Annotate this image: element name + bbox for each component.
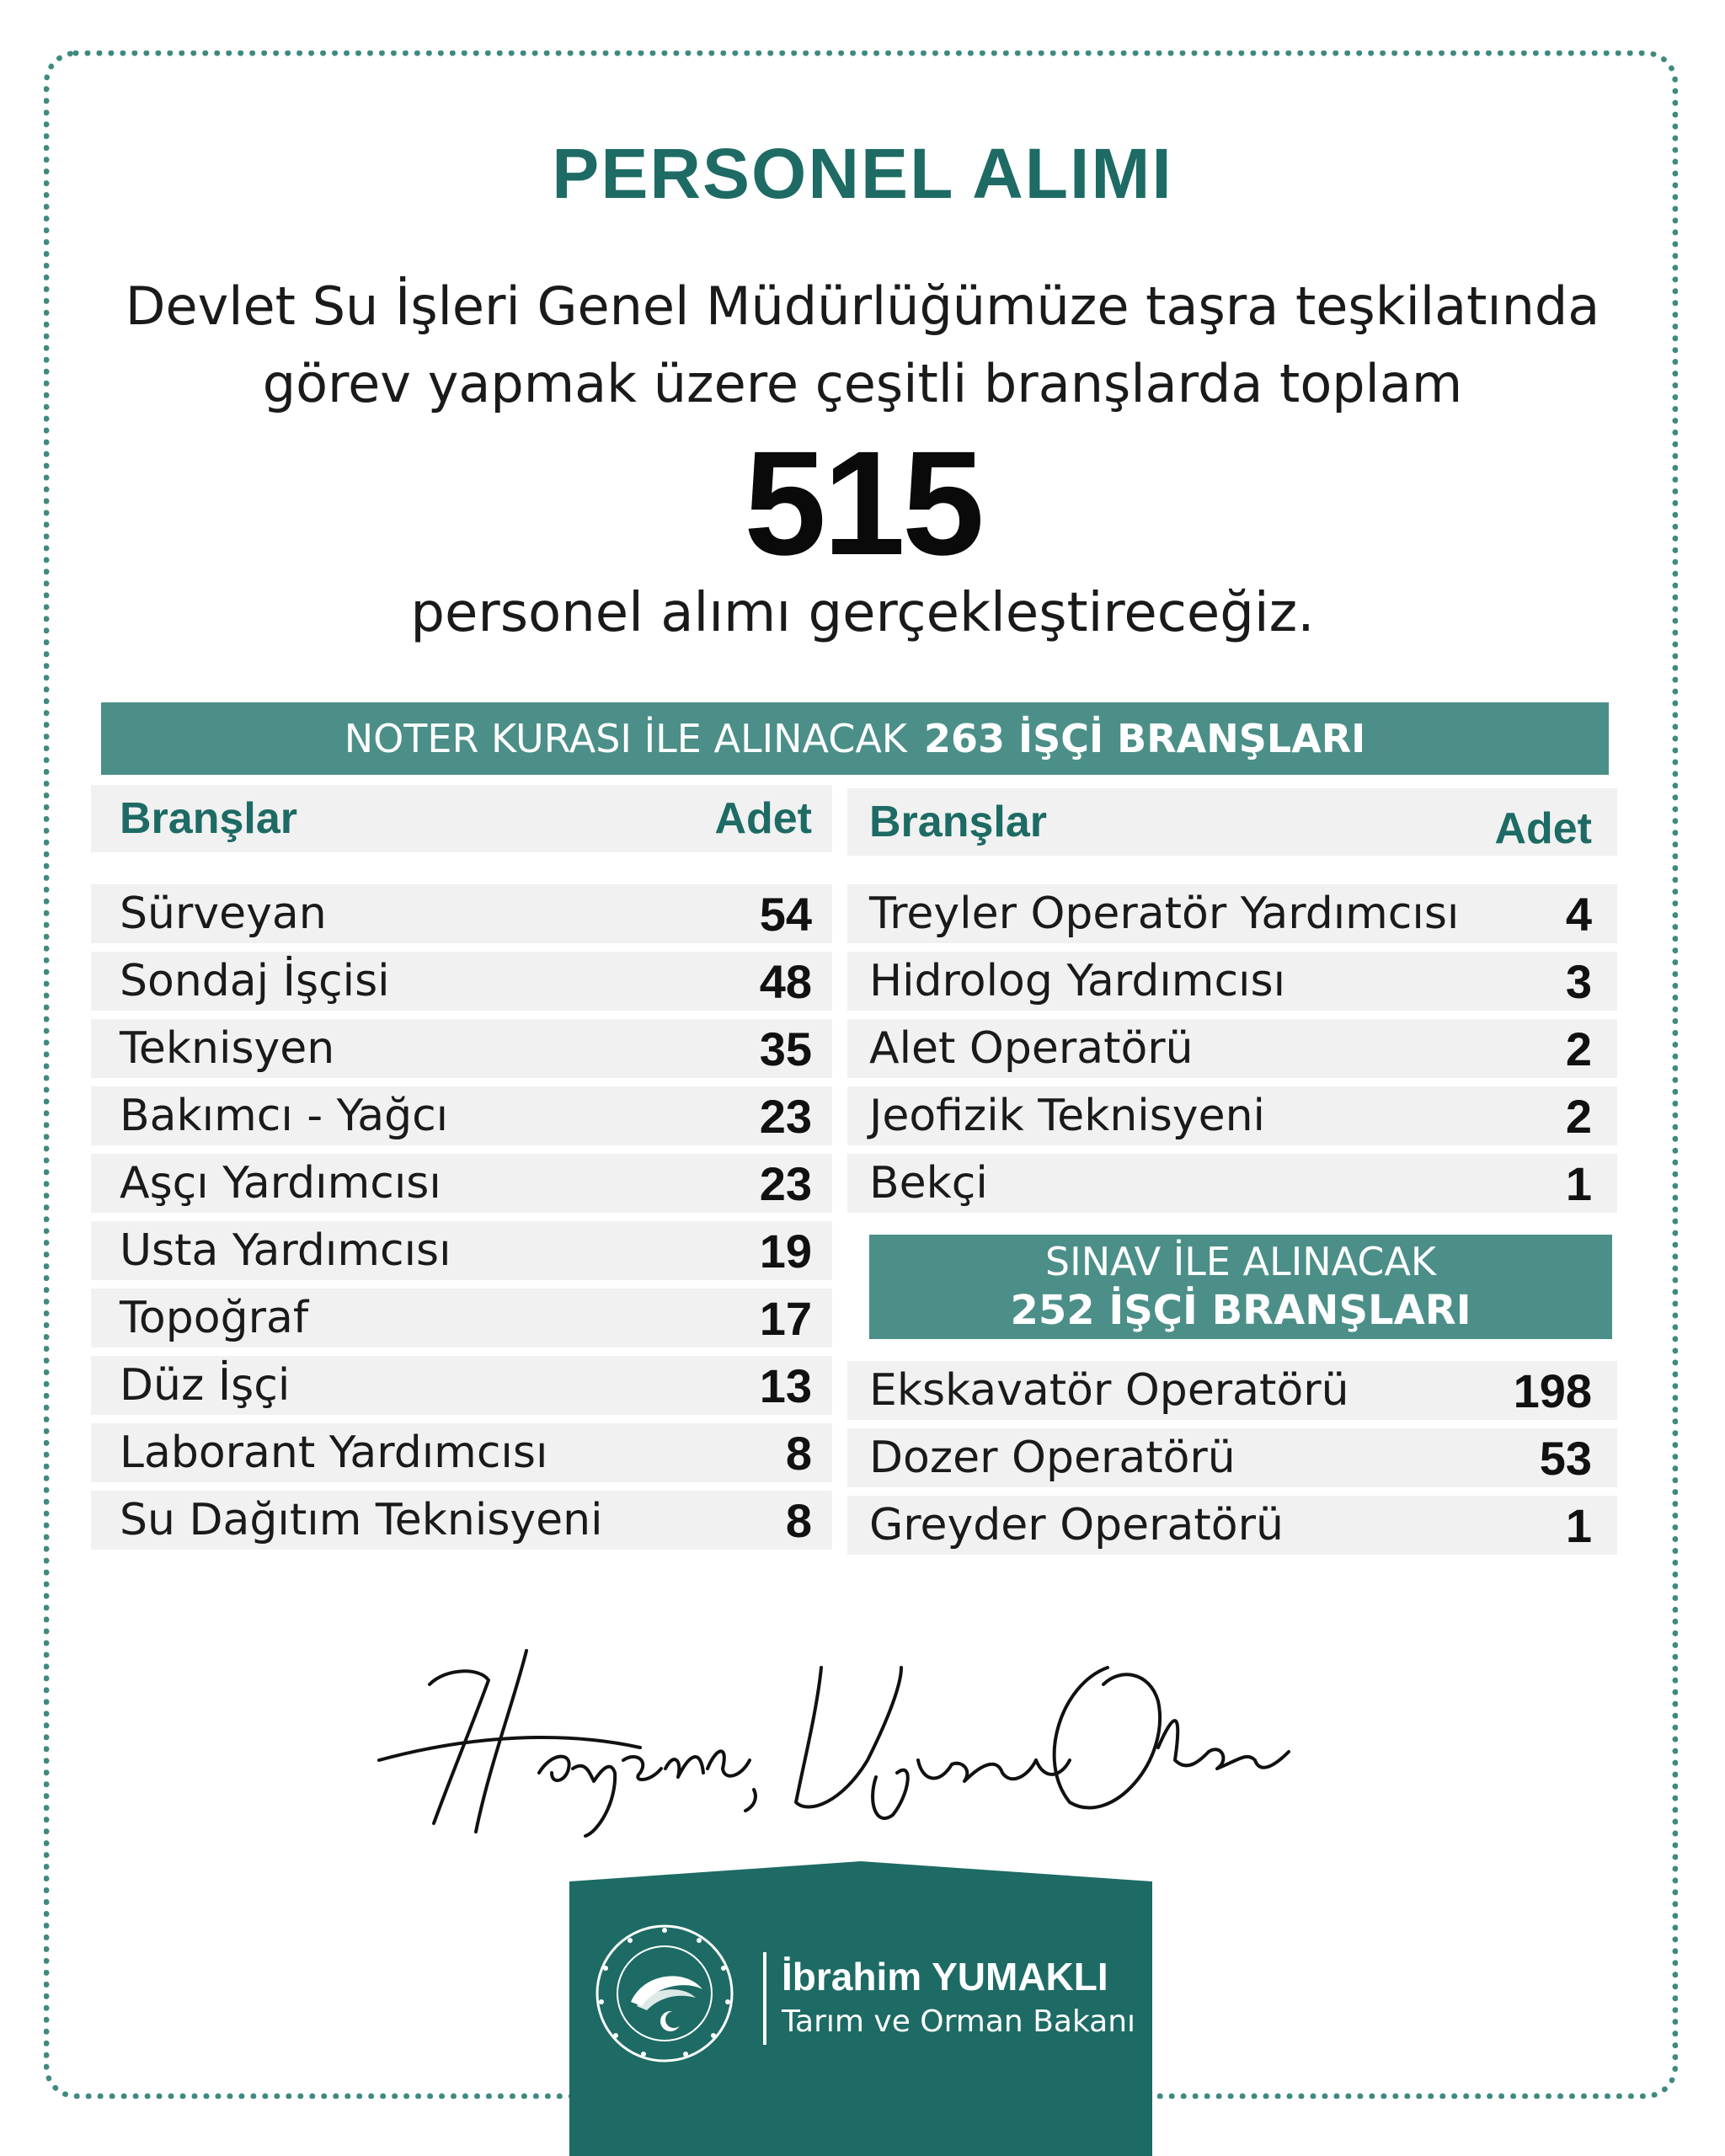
- branch-count: 8: [785, 1426, 812, 1480]
- branch-name: Alet Operatörü: [869, 1023, 1194, 1074]
- intro-line-1: Devlet Su İşleri Genel Müdürlüğümüze taşra teşkilatında: [125, 275, 1600, 337]
- intro-text: [84, 268, 1641, 423]
- branch-count: 23: [759, 1089, 812, 1143]
- minister-title: Tarım ve Orman Bakanı: [782, 2004, 1136, 2039]
- minister-name: İbrahim YUMAKLI: [782, 1955, 1108, 1999]
- branch-count: 4: [1565, 887, 1592, 941]
- branch-count: 1: [1565, 1498, 1592, 1552]
- branch-name: Topoğraf: [120, 1293, 309, 1343]
- noter-banner-highlight: 263 İŞÇİ BRANŞLARI: [923, 716, 1366, 761]
- table-row: [91, 952, 832, 1011]
- branch-name: Bekçi: [869, 1158, 988, 1209]
- branch-count: 1: [1565, 1156, 1592, 1210]
- table-row: [91, 1154, 832, 1213]
- branch-count: 17: [759, 1291, 812, 1345]
- branch-count: 35: [759, 1022, 812, 1075]
- noter-banner: [101, 702, 1609, 775]
- branch-count: 48: [759, 954, 812, 1008]
- footer-separator: [763, 1952, 766, 2045]
- branch-name: Jeofizik Teknisyeni: [869, 1091, 1265, 1141]
- noter-banner-prefix: NOTER KURASI İLE ALINACAK: [344, 716, 907, 761]
- table-row: [847, 1361, 1617, 1420]
- branch-name: Aşçı Yardımcısı: [120, 1158, 441, 1209]
- branch-count: 198: [1513, 1364, 1592, 1417]
- left-table-header: [91, 785, 832, 852]
- branch-name: Usta Yardımcısı: [120, 1225, 451, 1276]
- table-row: [847, 952, 1617, 1011]
- intro-line-2: görev yapmak üzere çeşitli branşlarda toplam: [262, 353, 1463, 414]
- branch-name: Dozer Operatörü: [869, 1433, 1236, 1483]
- table-row: [847, 1496, 1617, 1555]
- branch-count: 54: [759, 887, 812, 941]
- ministry-emblem-logo: [593, 1922, 736, 2065]
- right-header-count: Adet: [1494, 804, 1592, 853]
- table-row: [91, 1019, 832, 1078]
- sinav-banner: [869, 1235, 1612, 1339]
- branch-name: Laborant Yardımcısı: [120, 1428, 548, 1478]
- branch-name: Düz İşçi: [120, 1360, 291, 1411]
- table-row: [847, 1154, 1617, 1213]
- branch-name: Greyder Operatörü: [869, 1500, 1284, 1550]
- sinav-banner-line-2: 252 İŞÇİ BRANŞLARI: [1010, 1287, 1471, 1334]
- branch-count: 53: [1539, 1431, 1592, 1485]
- branch-name: Ekskavatör Operatörü: [869, 1365, 1349, 1416]
- table-row: [847, 1086, 1617, 1145]
- branch-name: Bakımcı - Yağcı: [120, 1091, 449, 1141]
- left-header-count: Adet: [714, 794, 812, 843]
- table-row: [91, 1491, 832, 1550]
- branch-name: Su Dağıtım Teknisyeni: [120, 1495, 603, 1545]
- branch-name: Hidrolog Yardımcısı: [869, 956, 1286, 1006]
- right-header-branch: Branşlar: [869, 798, 1047, 846]
- branch-count: 13: [759, 1358, 812, 1412]
- branch-count: 19: [759, 1224, 812, 1278]
- left-header-branch: Branşlar: [120, 794, 297, 843]
- branch-count: 8: [785, 1493, 812, 1547]
- page-title: PERSONEL ALIMI: [552, 134, 1173, 213]
- table-row: [91, 884, 832, 943]
- total-count: 515: [744, 421, 981, 586]
- outro-text: personel alımı gerçekleştireceğiz.: [410, 582, 1315, 644]
- branch-name: Treyler Operatör Yardımcısı: [869, 889, 1460, 939]
- branch-name: Sürveyan: [120, 889, 327, 939]
- branch-count: 2: [1565, 1089, 1592, 1143]
- right-table-header: [847, 788, 1617, 856]
- table-row: [847, 884, 1617, 943]
- branch-count: 23: [759, 1156, 812, 1210]
- table-row: [847, 1428, 1617, 1487]
- handwritten-signature: [371, 1634, 1297, 1844]
- branch-name: Teknisyen: [120, 1023, 335, 1074]
- table-row: [91, 1221, 832, 1280]
- table-row: [91, 1289, 832, 1348]
- sinav-banner-line-1: SINAV İLE ALINACAK: [1044, 1239, 1437, 1284]
- table-row: [91, 1423, 832, 1482]
- table-row: [847, 1019, 1617, 1078]
- branch-count: 3: [1565, 954, 1592, 1008]
- table-row: [91, 1086, 832, 1145]
- table-row: [91, 1356, 832, 1415]
- branch-name: Sondaj İşçisi: [120, 956, 390, 1006]
- branch-count: 2: [1565, 1022, 1592, 1075]
